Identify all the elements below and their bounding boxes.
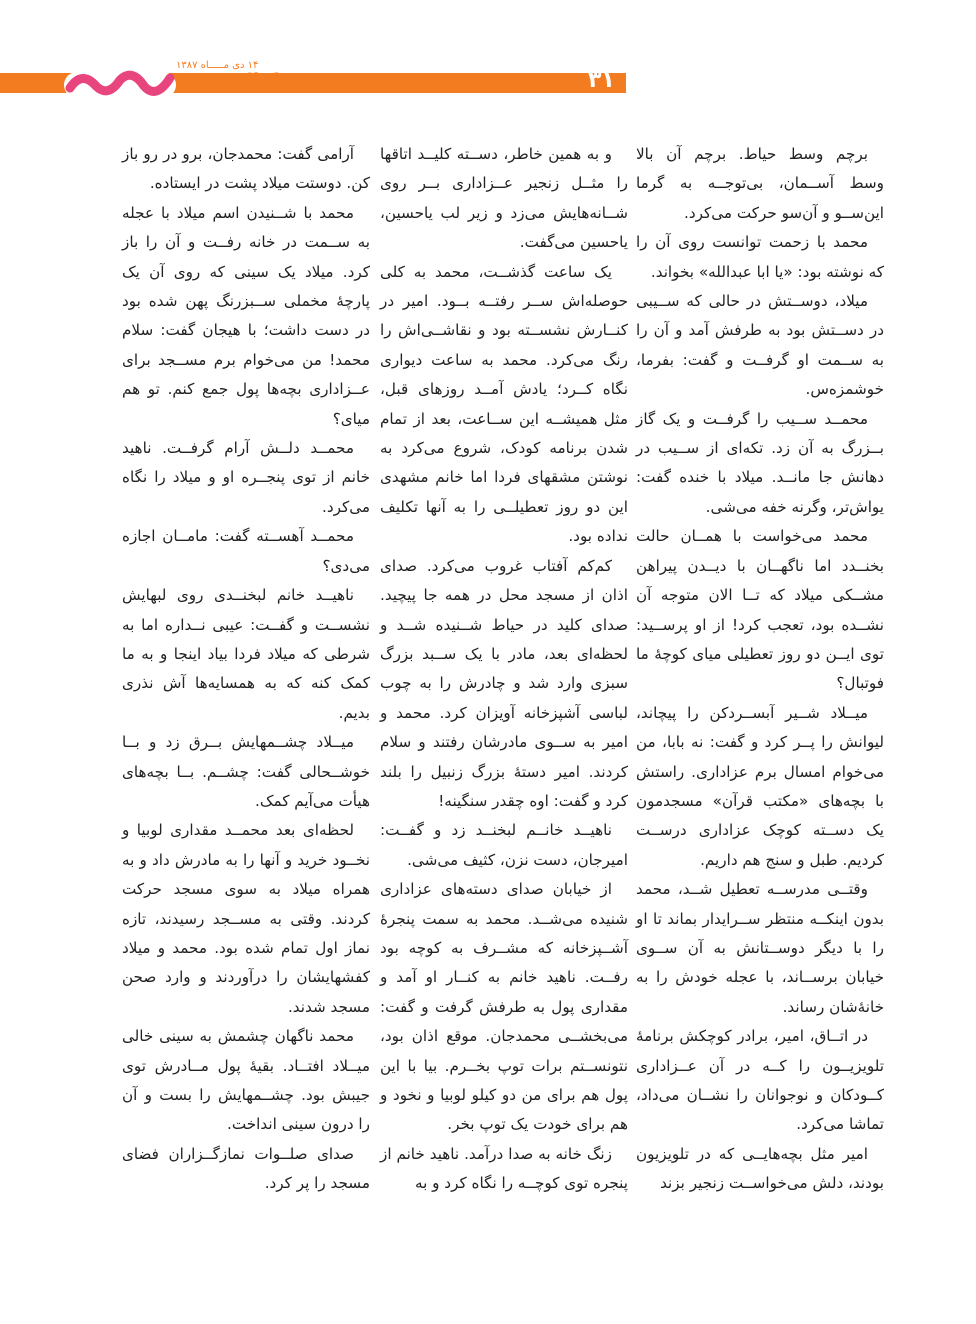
issue-date: ۱۴ دی مـــــاه ۱۳۸۷	[176, 60, 259, 71]
paragraph: ناهیــد خانم لبخنــدی روی لبهایش نشســت و گفــت: عیبی نــداره اما به شرطی که میلاد فردا بیاد اینجا و به ما کمک کنه که به همسایه‌ها آش نذری بدیم.	[122, 586, 370, 722]
text-column-middle	[380, 140, 628, 1199]
paragraph: محمــد ســیب را گرفــت و یک گاز بــزرگ به آن زد. تکه‌ای از ســیب در دهانش جا مانــد. میلاد با خنده گفت: یواش‌تر، وگرنه خفه می‌شی.	[636, 409, 884, 516]
paragraph: محمد ناگهان چشمش به سینی خالی میــلاد افتــاد. بقیهٔ پول مــادرش توی جیبش بود. چشــمهایش را بست و آن را درون سینی انداخت.	[122, 1027, 370, 1134]
paragraph: و به همین خاطر، دســته کلیــد اتاقها را مثــل زنجیر عــزاداری بــر روی شــانه‌هایش می‌زد و زیر لب یاحسین، یاحسین می‌گفت.	[380, 145, 628, 252]
paragraph: یک ساعت گذشــت، محمد به کلی حوصله‌اش ســر رفتــه بــود. امیر در کنــارش نشســته بود و نقاشــی‌اش را رنگ می‌کرد. محمد به ساعت دیواری نگاه کــرد؛ یادش آمــد روزهای قبل، مثل همیشــه این ســاعت، بعد از تمام شدن برنامه کودک، شروع می‌کرد به نوشتن مشقهای فردا اما خانم مشهدی این دو روز تعطیلــی را به آنها تکلیف نداده بود.	[380, 262, 628, 546]
paragraph: برچم وسط حیاط. برچم آن بالا وسط آســمان، بی‌توجــه به گرما این‌ســو و آن‌سو حرکت می‌کرد.	[636, 145, 884, 222]
issue-number: ۴۰۶	[248, 68, 281, 89]
paragraph: کم‌کم آفتاب غروب می‌کرد. صدای اذان از مسجد محل در همه جا پیچید. صدای کلید در حیاط شــنیده شــد و لحظه‌ای بعد، مادر با یک ســبد بزرگ سبزی وارد شد و چادرش را به چوب لباسی آشپزخانه آویزان کرد. محمد و امیر به ســوی مادرشان رفتند و سلام کردند. امیر دستهٔ بزرگ زنبیل را بلند کرد و گفت: اوه چقدر سنگینه!	[380, 556, 628, 810]
paragraph: محمــد دلــش آرام گرفــت. ناهید خانم از توی پنجــره او و میلاد را نگاه می‌کرد.	[122, 439, 370, 516]
paragraph: محمد با زحمت توانست روی آن را که نوشته بود: «یا ابا عبدالله» بخواند.	[636, 233, 884, 281]
paragraph: میلاد، دوســتش در حالی که ســیبی در دســتش بود به طرفش آمد و آن را به ســمت او گرفــت و گفت: بفرما، خوشمزه‌س.	[636, 292, 884, 399]
paragraph: محمد می‌خواست با همــان حالت بخنــدد اما ناگهــان با دیــدن پیراهن مشــکی میلاد که تــا الان متوجه آن نشــده بود، تعجب کرد! از او پرســید: توی ایــن دو روز تعطیلی میای کوچهٔ ما فوتبال؟	[636, 527, 884, 693]
text-column-left	[122, 140, 370, 1199]
paragraph: آرامی گفت: محمدجان، برو در رو باز کن. دوستت میلاد پشت در ایستاده.	[122, 145, 370, 193]
paragraph: لحظه‌ای بعد محمــد مقداری لوبیا و نخــود خرید و آنها را به مادرش داد و به همراه میلاد به سوی مسجد حرکت کردند. وقتی به مســجد رسیدند، تازه نماز اول تمام شده بود. محمد و میلاد کفشهایشان را درآوردند و وارد صحن مسجد شدند.	[122, 821, 370, 1016]
logo-graphic	[62, 58, 178, 102]
paragraph: محمد با شــنیدن اسم میلاد با عجله به ســمت در خانه رفــت و آن را باز کرد. میلاد یک سینی که روی آن یک پارچهٔ مخملی ســبزرنگ پهن شده بود در دست داشت؛ با هیجان گفت: سلام محمد! من می‌خوام برم مســجد برای عــزاداری بچه‌ها پول جمع کنم. تو هم میای؟	[122, 203, 370, 428]
page-number: ۳۱	[588, 68, 615, 93]
magazine-logo	[62, 58, 178, 102]
paragraph: میــلاد شــیر آبســردکن را پیچاند، لیوانش را پــر کرد و گفت: نه بابا، من می‌خوام امسال برم عزاداری. راستش با بچه‌های «مکتب قرآن» مسجدمون یک دســته کوچک عزاداری درســت کردیم. طبل و سنج هم داریم.	[636, 703, 884, 869]
paragraph: محمــد آهســته گفت: مامــان اجازه می‌دی؟	[122, 527, 370, 575]
paragraph: از خیابان صدای دسته‌های عزاداری شنیده می‌شــد. محمد به سمت پنجرهٔ آشــپزخانه که مشــرف به کوچه بود رفــت. ناهید خانم به کنــار او آمد و مقداری پول به طرفش گرفت و گفت: می‌بخشــی محمدجان. موقع اذان بود، نتونســتم برات توپ بخــرم. بیا با این پول هم برای من دو کیلو لوبیا و نخود و هم برای خودت یک توپ بخر.	[380, 880, 628, 1134]
paragraph: در اتــاق، امیر، برادر کوچکش برنامهٔ تلویزیــون را کــه در آن عــزاداری کــودکان و نوجوانان را نشــان می‌داد، تماشا می‌کرد.	[636, 1027, 884, 1134]
paragraph: وقتــی مدرســه تعطیل شــد، محمد بدون اینکــه منتظر ســرایدار بماند تا او را با دیگر دوســتانش به آن ســوی خیابان برســاند، با عجله خودش را به خانهٔ‌شان رساند.	[636, 880, 884, 1016]
paragraph: امیر مثل بچه‌هایــی که در تلویزیون بودند، دلش می‌خواســت زنجیر بزند	[636, 1144, 884, 1193]
text-column-right	[636, 140, 884, 1199]
paragraph: میــلاد چشــمهایش بــرق زد و بــا خوشــحالی گفت: چشــم. بــا بچه‌های هیأت می‌آیم کمک.	[122, 733, 370, 810]
paragraph: ناهیــد خانــم لبخنــد زد و گفــت: امیرجان، دست نزن، کثیف می‌شی.	[380, 821, 628, 869]
paragraph: صدای صلــوات نمازگــزاران فضای مسجد را پر کرد.	[122, 1144, 370, 1193]
paragraph: زنگ خانه به صدا درآمد. ناهید خانم از پنجره توی کوچــه را نگاه کرد و به	[380, 1144, 628, 1193]
